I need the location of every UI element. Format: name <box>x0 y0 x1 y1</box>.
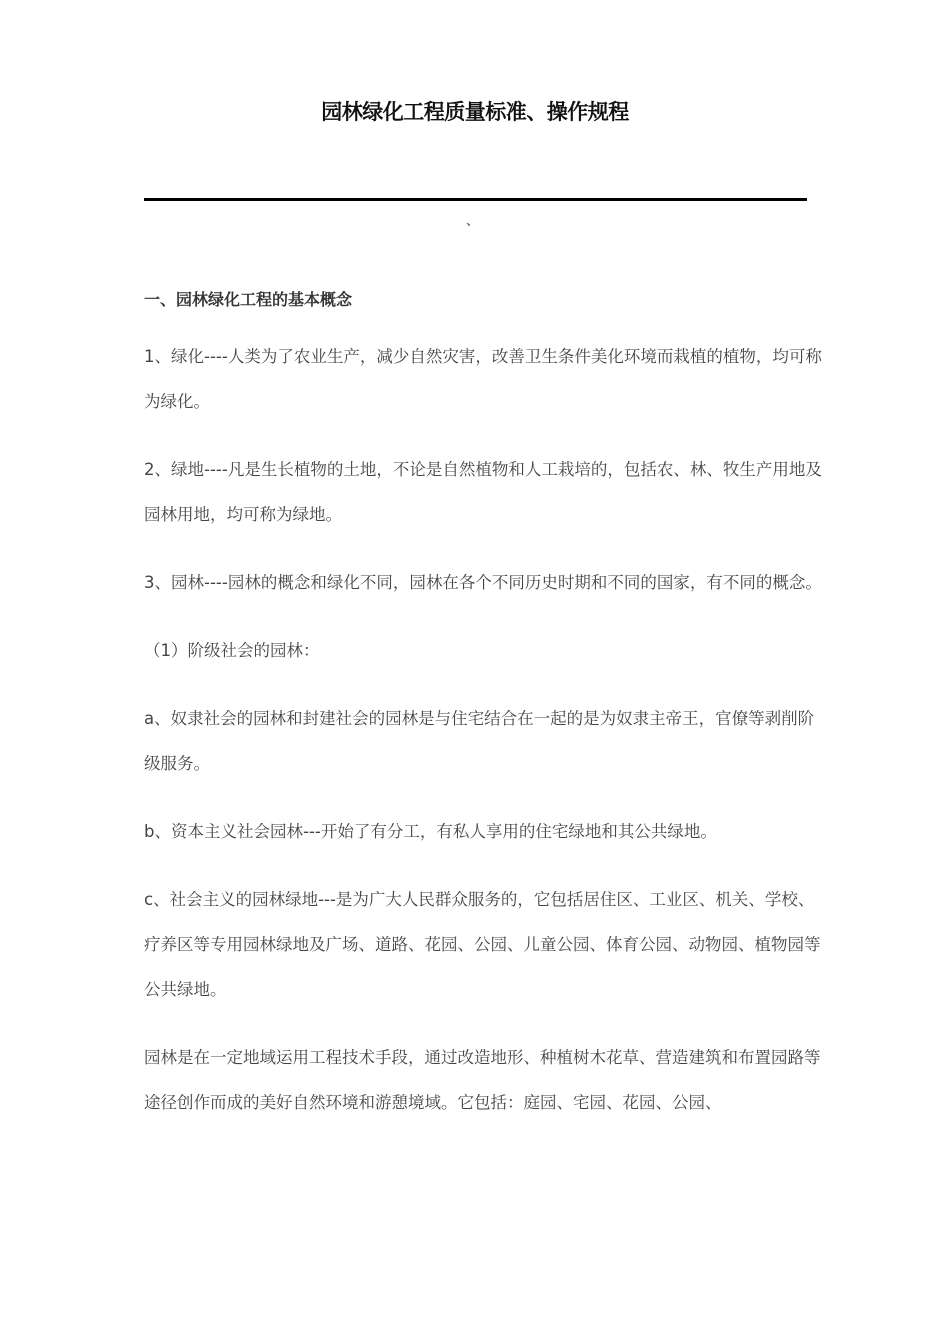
paragraph-greenland: 2、绿地----凡是生长植物的土地，不论是自然植物和人工栽培的，包括农、林、牧生产用地及园林用地，均可称为绿地。 <box>144 460 822 524</box>
section-heading: 一、园林绿化工程的基本概念 <box>144 290 353 309</box>
document-title: 园林绿化工程质量标准、操作规程 <box>321 100 629 124</box>
title-rule <box>144 198 807 201</box>
separator-mark: 、 <box>466 214 480 229</box>
paragraph-item-c: c、社会主义的园林绿地---是为广大人民群众服务的，它包括居住区、工业区、机关、学校、疗养区等专用园林绿地及广场、道路、花园、公园、儿童公园、体育公园、动物园、植物园等公共绿地。 <box>144 890 821 999</box>
paragraph-greening: 1、绿化----人类为了农业生产，减少自然灾害，改善卫生条件美化环境而栽植的植物，均可称为绿化。 <box>144 347 822 411</box>
paragraph-garden: 3、园林----园林的概念和绿化不同，园林在各个不同历史时期和不同的国家，有不同的概念。 <box>144 573 822 592</box>
paragraph-item-b: b、资本主义社会园林---开始了有分工，有私人享用的住宅绿地和其公共绿地。 <box>144 822 717 841</box>
paragraph-class-society: （1）阶级社会的园林： <box>144 641 320 660</box>
document-body <box>144 288 824 1148</box>
paragraph-item-a: a、奴隶社会的园林和封建社会的园林是与住宅结合在一起的是为奴隶主帝王，官僚等剥削阶级服务。 <box>144 709 815 773</box>
paragraph-garden-definition: 园林是在一定地域运用工程技术手段，通过改造地形、种植树木花草、营造建筑和布置园路等途径创作而成的美好自然环境和游憩境域。它包括：庭园、宅园、花园、公园、 <box>144 1048 821 1112</box>
